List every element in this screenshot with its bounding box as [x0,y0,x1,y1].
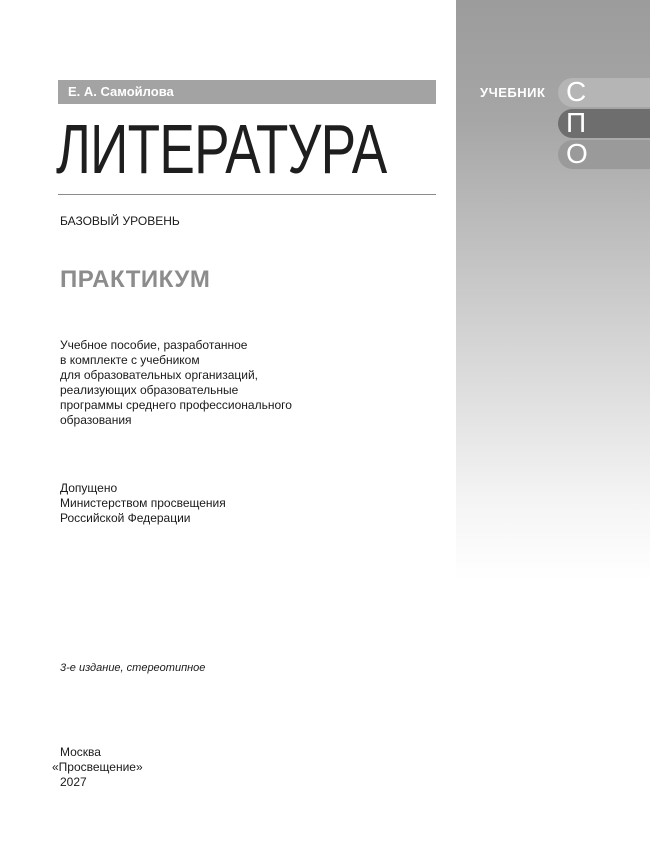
approval-note [60,481,226,526]
description-line: реализующих образовательные [60,383,239,397]
series-tab-p [558,109,650,138]
book-description [60,338,292,428]
author-bar [58,80,436,104]
description-line: программы среднего профессионального [60,398,292,412]
approval-line: Допущено [60,481,118,495]
description-line: образования [60,413,132,427]
author-name: Е. А. Самойлова [68,84,174,99]
approval-line: Российской Федерации [60,511,191,525]
description-line: для образовательных организаций, [60,368,259,382]
imprint-city: Москва [60,745,101,759]
description-line: в комплекте с учебником [60,353,200,367]
imprint-year: 2027 [60,775,87,789]
book-title: ЛИТЕРАТУРА [56,110,387,188]
title-divider [58,194,436,195]
series-letter: О [566,138,588,169]
imprint [52,745,143,790]
series-tab-s [558,78,650,107]
approval-line: Министерством просвещения [60,496,226,510]
description-line: Учебное пособие, разработанное [60,338,248,352]
book-subtitle: ПРАКТИКУМ [60,266,211,293]
edition-note: 3-е издание, стереотипное [60,662,206,674]
imprint-publisher: «Просвещение» [52,760,143,774]
level-label: БАЗОВЫЙ УРОВЕНЬ [60,214,180,228]
series-letter: С [566,76,587,107]
series-letter: П [566,107,587,138]
series-label: УЧЕБНИК [480,85,546,100]
series-tab-o [558,140,650,169]
